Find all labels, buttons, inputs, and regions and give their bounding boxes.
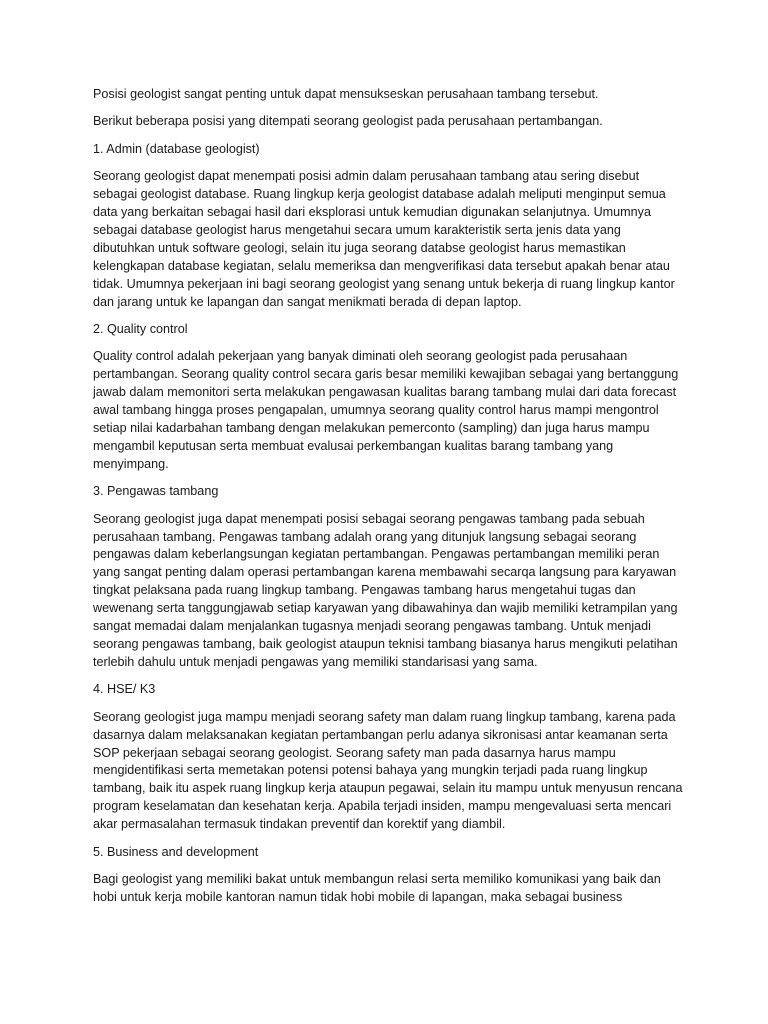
intro-paragraph-2: Berikut beberapa posisi yang ditempati seorang geologist pada perusahaan pertambangan. [93, 114, 603, 129]
document-page [93, 86, 683, 916]
section-heading-pengawas-tambang: 3. Pengawas tambang [93, 484, 219, 499]
intro-paragraph-1: Posisi geologist sangat penting untuk dapat mensukseskan perusahaan tambang tersebut. [93, 87, 599, 101]
section-body-quality-control: Quality control adalah pekerjaan yang banyak diminati oleh seorang geologist pada perusahaan pertambangan. Seorang quality control secara garis besar memiliki kewajiban sebagai yang bertanggung jawab dalam memonitori serta melakukan pengawasan kualitas barang tambang mulai dari data forecast awal tambang hingga proses pengapalan, umumnya seorang quality control harus mampi mengontrol setiap nilai kadarbahan tambang dengan melakukan pemerconto (sampling) dan juga harus mampu mengambil keputusan serta membuat evalusai perkembangan kualitas barang tambang yang menyimpang. [93, 349, 679, 471]
section-heading-hse-k3: 4. HSE/ K3 [93, 682, 156, 697]
section-heading-business-development: 5. Business and development [93, 844, 259, 859]
section-body-admin: Seorang geologist dapat menempati posisi admin dalam perusahaan tambang atau sering disebut sebagai geologist database. Ruang lingkup kerja geologist database adalah meliputi menginput semua data yang berkaitan sebagai hasil dari eksplorasi untuk kemudian digunakan selanjutnya. Umumnya sebagai database geologist harus mengetahui secara umum karakteristik serta jenis data yang dibutuhkan untuk software geologi, selain itu juga seorang databse geologist harus memastikan kelengkapan database kegiatan, selalu memeriksa dan mengverifikasi data tersebut apakah benar atau tidak. Umumnya pekerjaan ini bagi seorang geologist yang senang untuk bekerja di ruang lingkup kantor dan jarang untuk ke lapangan dan sangat menikmati berada di depan laptop. [93, 169, 675, 309]
section-body-pengawas-tambang: Seorang geologist juga dapat menempati posisi sebagai seorang pengawas tambang pada sebuah perusahaan tambang. Pengawas tambang adalah orang yang ditunjuk langsung sebagai seorang pengawas dalam keberlangsungan kegiatan pertambangan. Pengawas pertambangan memiliki peran yang sangat penting dalam operasi pertambangan karena membawahi secarqa langsung para karyawan tingkat pelaksana pada ruang lingkup tambang. Pengawas tambang harus mengetahui tugas dan wewenang serta tanggungjawab setiap karyawan yang dibawahinya dan wajib memiliki ketrampilan yang sangat memadai dalam menjalankan tugasnya menjadi seorang pengawas tambang. Untuk menjadi seorang pengawas tambang, baik geologist ataupun teknisi tambang biasanya harus mengikuti pelatihan terlebih dahulu untuk menjadi pengawas yang memiliki standarisasi yang sama. [93, 511, 678, 669]
section-body-hse-k3: Seorang geologist juga mampu menjadi seorang safety man dalam ruang lingkup tambang, karena pada dasarnya dalam melaksanakan kegiatan pertambangan perlu adanya sikronisasi antar keamanan serta SOP pekerjaan sebagai seorang geologist. Seorang safety man pada dasarnya harus mampu mengidentifikasi serta memetakan potensi potensi bahaya yang mungkin terjadi pada ruang lingkup tambang, baik itu aspek ruang lingkup kerja ataupun pegawai, selain itu mampu untuk menyusun rencana program keselamatan dan kesehatan kerja. Apabila terjadi insiden, mampu mengevaluasi serta mencari akar permasalahan termasuk tindakan preventif dan korektif yang diambil. [93, 709, 683, 832]
section-heading-quality-control: 2. Quality control [93, 321, 188, 336]
section-body-business-development: Bagi geologist yang memiliki bakat untuk membangun relasi serta memiliko komunikasi yang baik dan hobi untuk kerja mobile kantoran namun tidak hobi mobile di lapangan, maka sebagai business [93, 871, 661, 904]
section-heading-admin: 1. Admin (database geologist) [93, 141, 260, 156]
